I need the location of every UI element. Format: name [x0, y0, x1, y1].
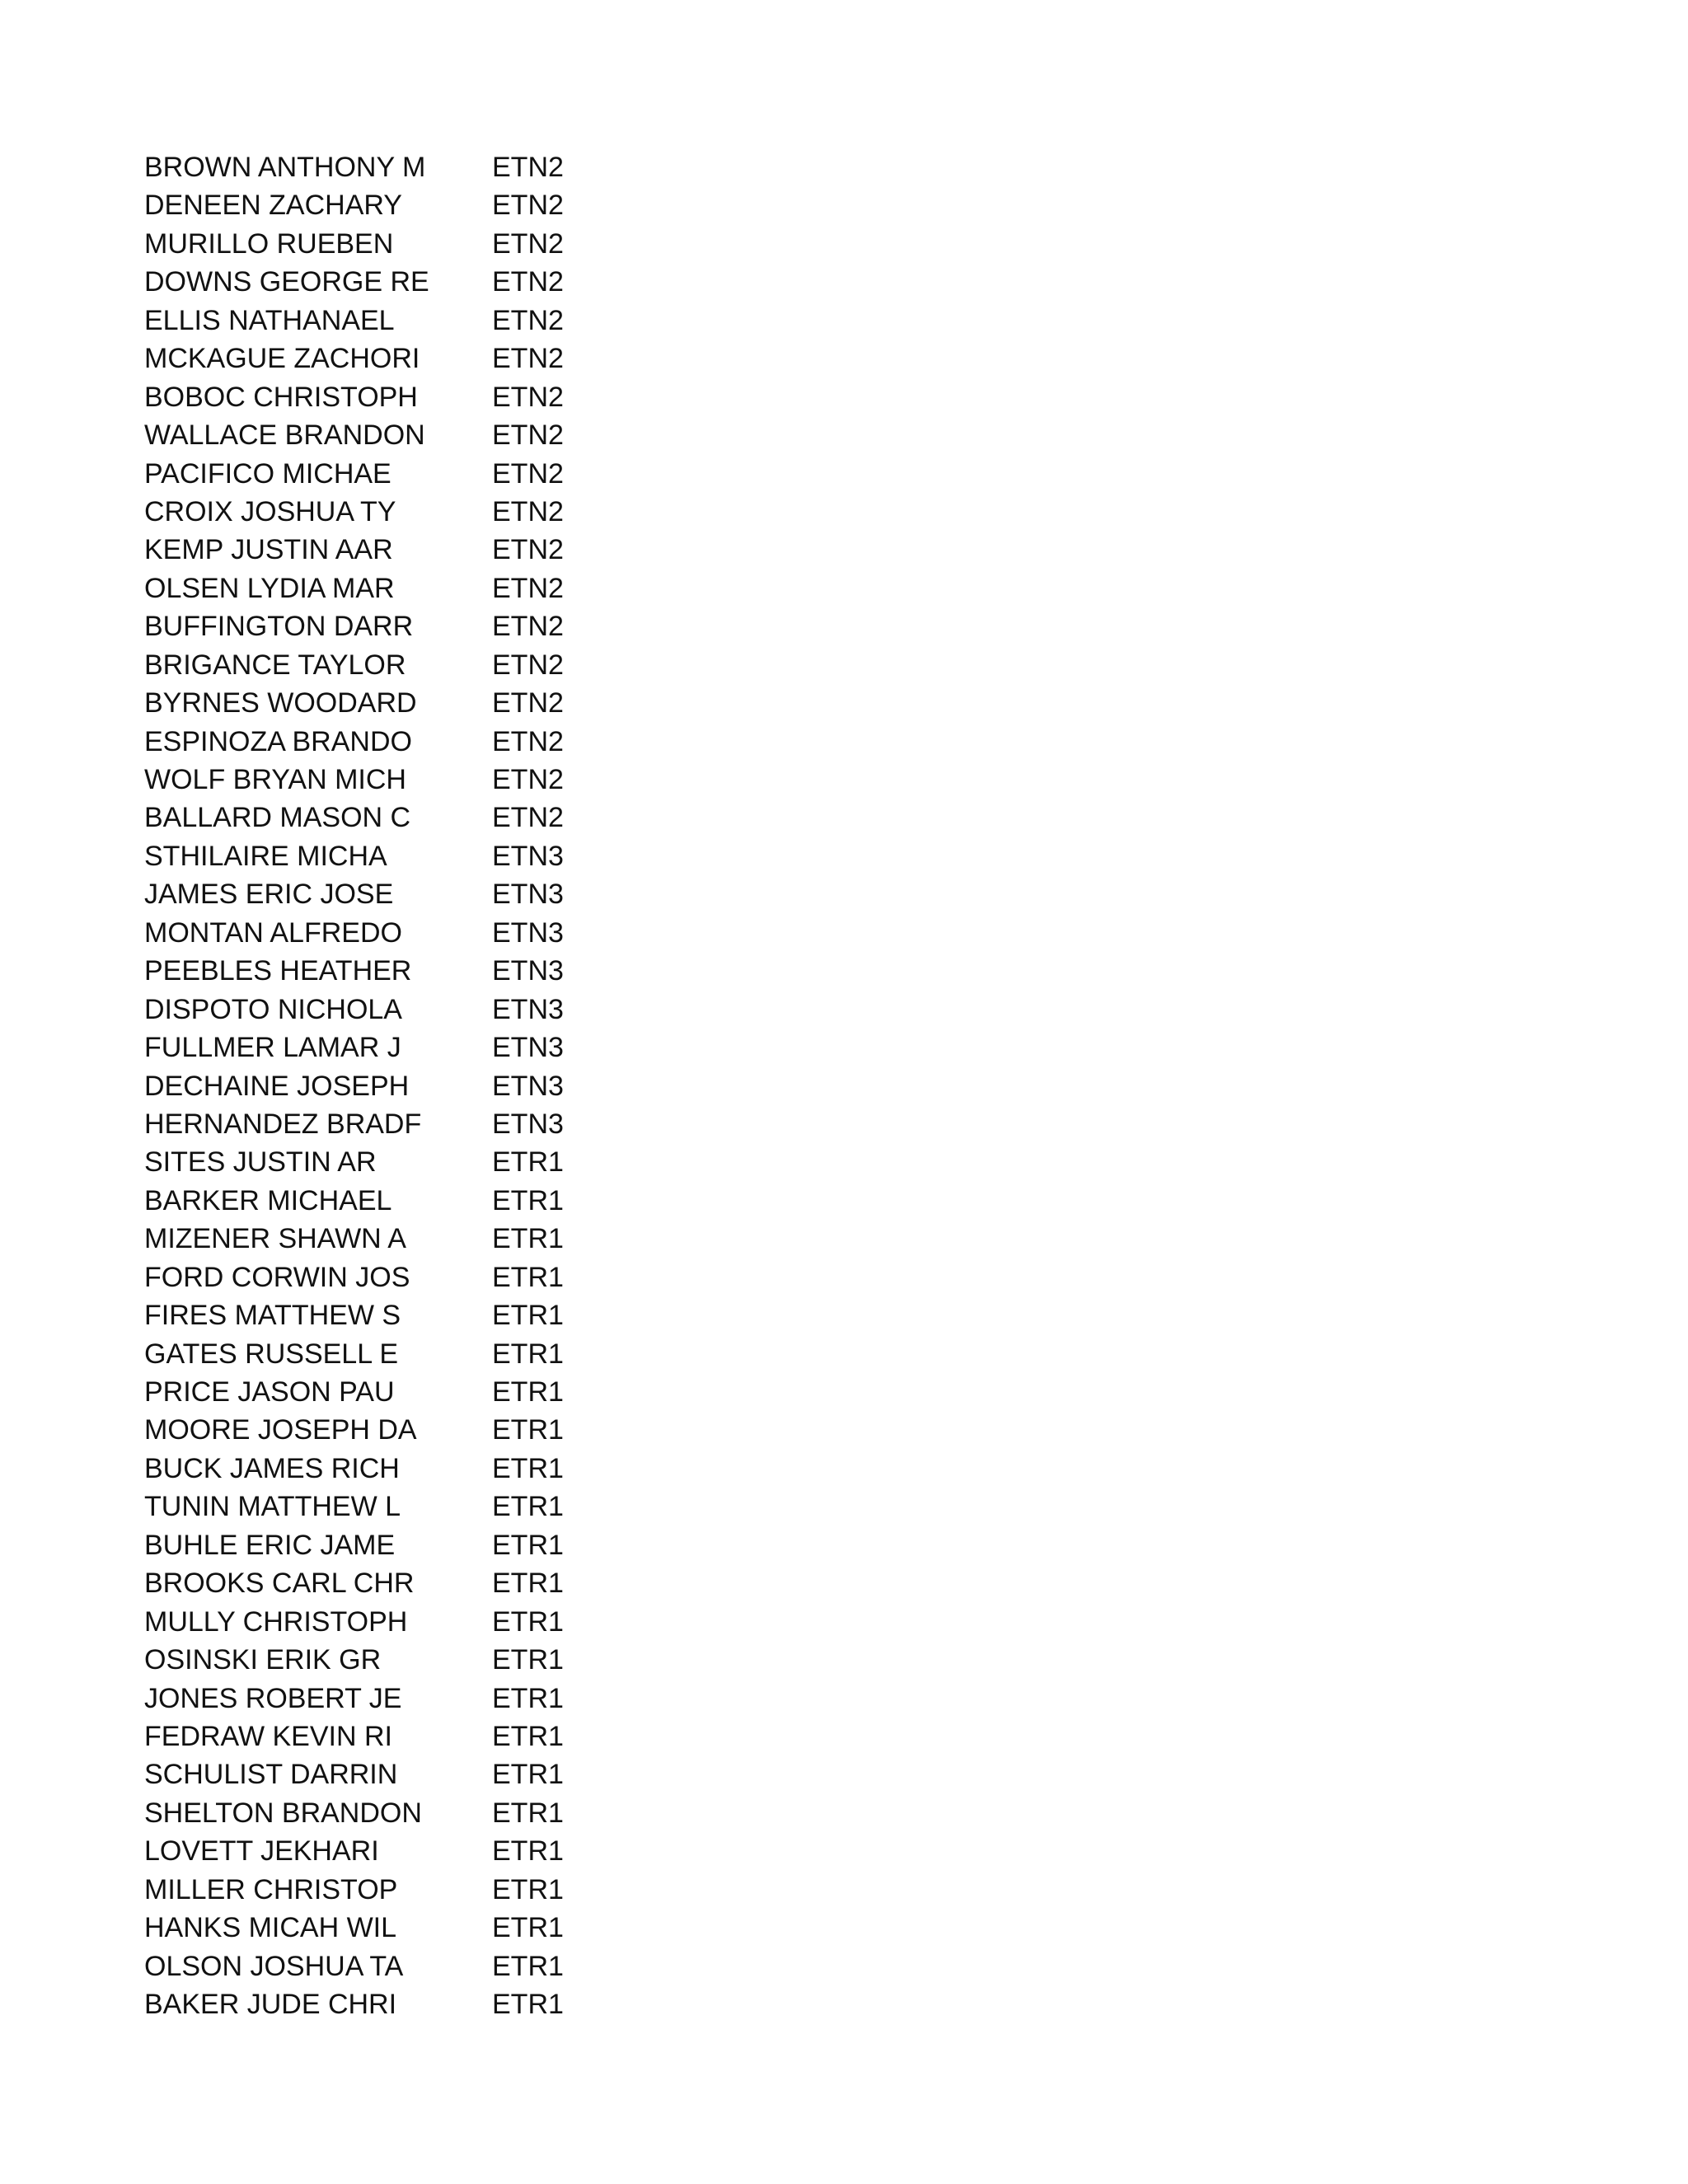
roster-row — [144, 1373, 639, 1411]
rate-code: ETN2 — [492, 764, 564, 795]
rate-code: ETN2 — [492, 152, 564, 183]
person-name: BROWN ANTHONY M — [144, 152, 426, 183]
roster-row — [144, 302, 639, 340]
roster-row — [144, 225, 639, 263]
rate-code: ETR1 — [492, 1184, 564, 1216]
rate-code: ETN2 — [492, 343, 564, 375]
roster-row — [144, 1832, 639, 1870]
roster-row — [144, 1258, 639, 1296]
rate-code: ETN3 — [492, 1108, 564, 1140]
person-name: WOLF BRYAN MICH — [144, 764, 406, 795]
person-name: BUCK JAMES RICH — [144, 1452, 400, 1484]
rate-code: ETN3 — [492, 916, 564, 949]
rate-code: ETN3 — [492, 1032, 564, 1064]
rate-code: ETN2 — [492, 495, 564, 527]
rate-code: ETN2 — [492, 419, 564, 452]
rate-code: ETR1 — [492, 1989, 564, 2020]
person-name: PRICE JASON PAU — [144, 1376, 395, 1408]
roster-row — [144, 569, 639, 607]
roster-row — [144, 952, 639, 990]
rate-code: ETN2 — [492, 611, 564, 643]
roster-row — [144, 723, 639, 761]
rate-code: ETR1 — [492, 1529, 564, 1561]
rate-code: ETR1 — [492, 1146, 564, 1179]
roster-row — [144, 761, 639, 799]
person-name: ESPINOZA BRANDO — [144, 725, 412, 757]
roster-row — [144, 914, 639, 952]
roster-row — [144, 799, 639, 837]
person-name: DENEEN ZACHARY — [144, 190, 402, 222]
person-name: PACIFICO MICHAE — [144, 457, 392, 490]
roster-list — [144, 148, 639, 2023]
roster-row — [144, 1143, 639, 1181]
rate-code: ETR1 — [492, 1605, 564, 1638]
roster-row — [144, 1450, 639, 1488]
rate-code: ETN3 — [492, 1070, 564, 1102]
person-name: BRIGANCE TAYLOR — [144, 649, 406, 681]
roster-row — [144, 263, 639, 301]
person-name: JAMES ERIC JOSE — [144, 879, 394, 911]
person-name: SITES JUSTIN AR — [144, 1146, 377, 1179]
rate-code: ETN2 — [492, 227, 564, 260]
person-name: MIZENER SHAWN A — [144, 1223, 406, 1255]
person-name: BAKER JUDE CHRI — [144, 1989, 397, 2020]
roster-row — [144, 493, 639, 531]
roster-row — [144, 1488, 639, 1526]
person-name: OLSEN LYDIA MAR — [144, 572, 395, 604]
rate-code: ETN2 — [492, 802, 564, 834]
rate-code: ETN2 — [492, 381, 564, 413]
person-name: LOVETT JEKHARI — [144, 1835, 379, 1868]
person-name: KEMP JUSTIN AAR — [144, 534, 393, 566]
rate-code: ETR1 — [492, 1568, 564, 1600]
roster-row — [144, 148, 639, 186]
rate-code: ETN3 — [492, 993, 564, 1025]
rate-code: ETR1 — [492, 1682, 564, 1714]
rate-code: ETN2 — [492, 457, 564, 490]
person-name: BOBOC CHRISTOPH — [144, 381, 418, 413]
person-name: SCHULIST DARRIN — [144, 1759, 398, 1791]
roster-row — [144, 1411, 639, 1449]
rate-code: ETR1 — [492, 1912, 564, 1944]
rate-code: ETN2 — [492, 534, 564, 566]
roster-row — [144, 1641, 639, 1679]
roster-row — [144, 1182, 639, 1220]
roster-row — [144, 1105, 639, 1143]
rate-code: ETR1 — [492, 1644, 564, 1676]
person-name: DISPOTO NICHOLA — [144, 993, 402, 1025]
person-name: HERNANDEZ BRADF — [144, 1108, 422, 1140]
roster-row — [144, 1296, 639, 1334]
person-name: MILLER CHRISTOP — [144, 1873, 398, 1905]
roster-row — [144, 186, 639, 224]
rate-code: ETR1 — [492, 1223, 564, 1255]
person-name: DECHAINE JOSEPH — [144, 1070, 410, 1102]
roster-row — [144, 1947, 639, 1985]
roster-row — [144, 1985, 639, 2023]
roster-row — [144, 1603, 639, 1641]
person-name: WALLACE BRANDON — [144, 419, 425, 452]
rate-code: ETR1 — [492, 1414, 564, 1446]
rate-code: ETN2 — [492, 687, 564, 719]
person-name: FEDRAW KEVIN RI — [144, 1720, 392, 1752]
person-name: MONTAN ALFREDO — [144, 916, 402, 949]
person-name: BUFFINGTON DARR — [144, 611, 414, 643]
rate-code: ETR1 — [492, 1261, 564, 1293]
rate-code: ETR1 — [492, 1873, 564, 1905]
roster-row — [144, 1871, 639, 1909]
roster-row — [144, 416, 639, 454]
person-name: MOORE JOSEPH DA — [144, 1414, 417, 1446]
rate-code: ETR1 — [492, 1452, 564, 1484]
roster-row — [144, 1220, 639, 1258]
person-name: GATES RUSSELL E — [144, 1338, 398, 1370]
person-name: FORD CORWIN JOS — [144, 1261, 410, 1293]
person-name: STHILAIRE MICHA — [144, 840, 387, 872]
rate-code: ETR1 — [492, 1759, 564, 1791]
roster-row — [144, 1526, 639, 1564]
roster-row — [144, 455, 639, 493]
person-name: MURILLO RUEBEN — [144, 227, 394, 260]
roster-row — [144, 646, 639, 684]
roster-row — [144, 531, 639, 569]
roster-row — [144, 991, 639, 1029]
rate-code: ETN2 — [492, 572, 564, 604]
person-name: OSINSKI ERIK GR — [144, 1644, 382, 1676]
roster-row — [144, 837, 639, 875]
person-name: CROIX JOSHUA TY — [144, 495, 396, 527]
roster-row — [144, 875, 639, 913]
person-name: MULLY CHRISTOPH — [144, 1605, 408, 1638]
roster-row — [144, 1564, 639, 1602]
person-name: BYRNES WOODARD — [144, 687, 417, 719]
rate-code: ETR1 — [492, 1376, 564, 1408]
rate-code: ETR1 — [492, 1720, 564, 1752]
roster-row — [144, 1909, 639, 1947]
rate-code: ETR1 — [492, 1835, 564, 1868]
person-name: DOWNS GEORGE RE — [144, 266, 429, 298]
rate-code: ETN2 — [492, 304, 564, 336]
person-name: OLSON JOSHUA TA — [144, 1950, 404, 1982]
person-name: MCKAGUE ZACHORI — [144, 343, 420, 375]
rate-code: ETN2 — [492, 266, 564, 298]
person-name: BALLARD MASON C — [144, 802, 411, 834]
rate-code: ETN3 — [492, 955, 564, 987]
rate-code: ETR1 — [492, 1338, 564, 1370]
roster-row — [144, 340, 639, 377]
roster-row — [144, 1718, 639, 1755]
roster-row — [144, 1755, 639, 1793]
rate-code: ETR1 — [492, 1300, 564, 1332]
rate-code: ETR1 — [492, 1491, 564, 1523]
person-name: HANKS MICAH WIL — [144, 1912, 397, 1944]
person-name: BROOKS CARL CHR — [144, 1568, 415, 1600]
person-name: ELLIS NATHANAEL — [144, 304, 395, 336]
person-name: TUNIN MATTHEW L — [144, 1491, 401, 1523]
person-name: JONES ROBERT JE — [144, 1682, 402, 1714]
person-name: SHELTON BRANDON — [144, 1797, 422, 1829]
roster-row — [144, 378, 639, 416]
rate-code: ETN2 — [492, 649, 564, 681]
roster-row — [144, 1794, 639, 1832]
rate-code: ETN2 — [492, 725, 564, 757]
roster-row — [144, 607, 639, 645]
rate-code: ETR1 — [492, 1950, 564, 1982]
person-name: FULLMER LAMAR J — [144, 1032, 401, 1064]
roster-row — [144, 1680, 639, 1718]
person-name: FIRES MATTHEW S — [144, 1300, 401, 1332]
roster-row — [144, 1335, 639, 1373]
person-name: PEEBLES HEATHER — [144, 955, 412, 987]
person-name: BUHLE ERIC JAME — [144, 1529, 396, 1561]
rate-code: ETN2 — [492, 190, 564, 222]
rate-code: ETR1 — [492, 1797, 564, 1829]
rate-code: ETN3 — [492, 840, 564, 872]
roster-row — [144, 1067, 639, 1105]
roster-row — [144, 684, 639, 722]
rate-code: ETN3 — [492, 879, 564, 911]
roster-row — [144, 1029, 639, 1066]
person-name: BARKER MICHAEL — [144, 1184, 392, 1216]
